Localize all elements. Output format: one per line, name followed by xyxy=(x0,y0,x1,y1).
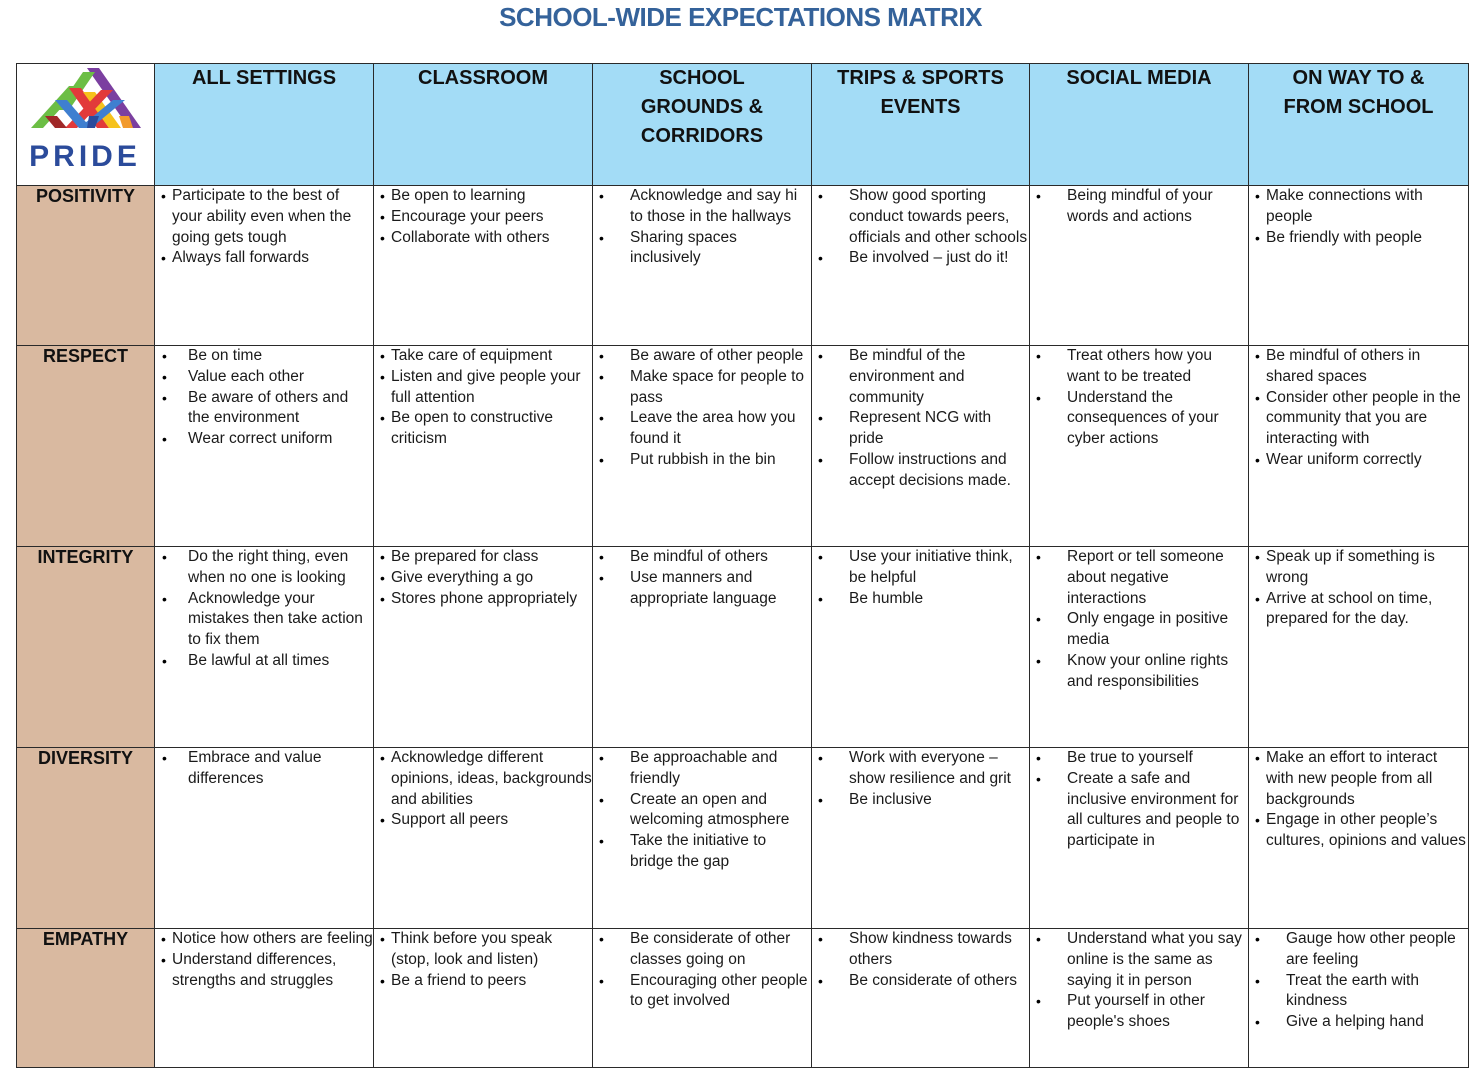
list-item: • Be mindful of the environment and community xyxy=(812,346,1029,408)
list-item: • Create an open and welcoming atmosphere xyxy=(593,790,811,832)
list-item: • Be considerate of others xyxy=(812,971,1029,992)
list-item: • Embrace and value differences xyxy=(155,748,373,790)
cell-positivity-school-grounds xyxy=(593,186,812,346)
list-item: • Notice how others are feeling xyxy=(155,929,373,950)
list-item: • Wear correct uniform xyxy=(155,429,373,450)
expectation-list xyxy=(155,547,373,672)
cell-positivity-classroom xyxy=(374,186,593,346)
cell-positivity-social-media xyxy=(1030,186,1249,346)
cell-empathy-way-to-from-school xyxy=(1249,929,1469,1068)
list-item: • Be aware of others and the environment xyxy=(155,388,373,430)
list-item: • Create a safe and inclusive environment for all cultures and people to participate in xyxy=(1030,769,1248,852)
cell-respect-trips-sports xyxy=(812,346,1030,547)
list-item: • Listen and give people your full attention xyxy=(374,367,592,409)
list-item: • Be friendly with people xyxy=(1249,228,1468,249)
list-item: • Be open to learning xyxy=(374,186,592,207)
expectation-list xyxy=(1249,346,1468,471)
list-item: • Show good sporting conduct towards peers, officials and other schools xyxy=(812,186,1029,248)
expectation-list xyxy=(812,547,1029,609)
list-item: • Be mindful of others in shared spaces xyxy=(1249,346,1468,388)
list-item: • Put rubbish in the bin xyxy=(593,450,811,471)
cell-empathy-all-settings xyxy=(155,929,374,1068)
table-row-respect xyxy=(17,346,1469,547)
list-item: • Be true to yourself xyxy=(1030,748,1248,769)
list-item: • Do the right thing, even when no one is looking xyxy=(155,547,373,589)
cell-integrity-social-media xyxy=(1030,547,1249,748)
pride-woven-roof-icon xyxy=(25,66,145,142)
list-item: • Understand the consequences of your cyber actions xyxy=(1030,388,1248,450)
cell-respect-way-to-from-school xyxy=(1249,346,1469,547)
expectation-list xyxy=(812,748,1029,810)
list-item: • Be mindful of others xyxy=(593,547,811,568)
cell-integrity-trips-sports xyxy=(812,547,1030,748)
list-item: • Only engage in positive media xyxy=(1030,609,1248,651)
list-item: • Value each other xyxy=(155,367,373,388)
expectation-list xyxy=(374,748,592,831)
list-item: • Follow instructions and accept decisions made. xyxy=(812,450,1029,492)
expectation-list xyxy=(593,929,811,1012)
list-item: • Make connections with people xyxy=(1249,186,1468,228)
cell-empathy-school-grounds xyxy=(593,929,812,1068)
list-item: • Know your online rights and responsibilities xyxy=(1030,651,1248,693)
expectation-list xyxy=(1249,748,1468,852)
logo-text: PRIDE xyxy=(29,140,141,173)
expectation-list xyxy=(374,346,592,450)
expectation-list xyxy=(155,748,373,790)
cell-diversity-social-media xyxy=(1030,748,1249,929)
cell-respect-social-media xyxy=(1030,346,1249,547)
list-item: • Arrive at school on time, prepared for the day. xyxy=(1249,589,1468,631)
list-item: • Work with everyone – show resilience and grit xyxy=(812,748,1029,790)
list-item: • Take care of equipment xyxy=(374,346,592,367)
column-header-way-to-from-school: ON WAY TO & FROM SCHOOL xyxy=(1249,64,1469,186)
list-item: • Understand differences, strengths and struggles xyxy=(155,950,373,992)
expectations-matrix xyxy=(16,63,1469,1068)
column-header-all-settings: ALL SETTINGS xyxy=(155,64,374,186)
list-item: • Represent NCG with pride xyxy=(812,408,1029,450)
cell-positivity-all-settings xyxy=(155,186,374,346)
list-item: • Be on time xyxy=(155,346,373,367)
expectation-list xyxy=(1030,748,1248,852)
expectation-list xyxy=(812,929,1029,991)
cell-positivity-trips-sports xyxy=(812,186,1030,346)
list-item: • Be open to constructive criticism xyxy=(374,408,592,450)
table-row-empathy xyxy=(17,929,1469,1068)
list-item: • Acknowledge your mistakes then take action to fix them xyxy=(155,589,373,651)
list-item: • Give a helping hand xyxy=(1249,1012,1468,1033)
cell-integrity-classroom xyxy=(374,547,593,748)
row-header-diversity: DIVERSITY xyxy=(17,748,155,929)
cell-diversity-school-grounds xyxy=(593,748,812,929)
expectation-list xyxy=(1030,186,1248,228)
column-header-social-media: SOCIAL MEDIA xyxy=(1030,64,1249,186)
list-item: • Be humble xyxy=(812,589,1029,610)
pride-logo xyxy=(16,66,154,184)
row-header-respect: RESPECT xyxy=(17,346,155,547)
cell-diversity-way-to-from-school xyxy=(1249,748,1469,929)
cell-positivity-way-to-from-school xyxy=(1249,186,1469,346)
expectation-list xyxy=(1249,929,1468,1033)
list-item: • Collaborate with others xyxy=(374,228,592,249)
list-item: • Be aware of other people xyxy=(593,346,811,367)
expectation-list xyxy=(812,346,1029,492)
list-item: • Encourage your peers xyxy=(374,207,592,228)
list-item: • Show kindness towards others xyxy=(812,929,1029,971)
expectation-list xyxy=(374,929,592,991)
cell-integrity-school-grounds xyxy=(593,547,812,748)
list-item: • Participate to the best of your ability even when the going gets tough xyxy=(155,186,373,248)
list-item: • Be a friend to peers xyxy=(374,971,592,992)
expectation-list xyxy=(374,186,592,248)
expectation-list xyxy=(1030,547,1248,693)
list-item: • Think before you speak (stop, look and listen) xyxy=(374,929,592,971)
cell-diversity-trips-sports xyxy=(812,748,1030,929)
list-item: • Give everything a go xyxy=(374,568,592,589)
list-item: • Gauge how other people are feeling xyxy=(1249,929,1468,971)
list-item: • Report or tell someone about negative interactions xyxy=(1030,547,1248,609)
cell-integrity-way-to-from-school xyxy=(1249,547,1469,748)
list-item: • Stores phone appropriately xyxy=(374,589,592,610)
list-item: • Acknowledge and say hi to those in the hallways xyxy=(593,186,811,228)
expectation-list xyxy=(593,186,811,269)
column-header-trips-sports: TRIPS & SPORTS EVENTS xyxy=(812,64,1030,186)
cell-respect-classroom xyxy=(374,346,593,547)
cell-empathy-social-media xyxy=(1030,929,1249,1068)
table-row-integrity xyxy=(17,547,1469,748)
list-item: • Be involved – just do it! xyxy=(812,248,1029,269)
list-item: • Speak up if something is wrong xyxy=(1249,547,1468,589)
list-item: • Be inclusive xyxy=(812,790,1029,811)
list-item: • Make an effort to interact with new people from all backgrounds xyxy=(1249,748,1468,810)
expectation-list xyxy=(1249,186,1468,248)
expectation-list xyxy=(155,186,373,269)
row-header-integrity: INTEGRITY xyxy=(17,547,155,748)
list-item: • Sharing spaces inclusively xyxy=(593,228,811,270)
cell-diversity-all-settings xyxy=(155,748,374,929)
expectation-list xyxy=(1030,929,1248,1033)
table-row-positivity xyxy=(17,186,1469,346)
list-item: • Make space for people to pass xyxy=(593,367,811,409)
expectation-list xyxy=(593,547,811,609)
list-item: • Engage in other people’s cultures, opinions and values xyxy=(1249,810,1468,852)
expectation-list xyxy=(593,346,811,471)
list-item: • Support all peers xyxy=(374,810,592,831)
list-item: • Consider other people in the community that you are interacting with xyxy=(1249,388,1468,450)
expectation-list xyxy=(155,929,373,991)
list-item: • Always fall forwards xyxy=(155,248,373,269)
list-item: • Encouraging other people to get involved xyxy=(593,971,811,1013)
row-header-positivity: POSITIVITY xyxy=(17,186,155,346)
list-item: • Acknowledge different opinions, ideas, backgrounds and abilities xyxy=(374,748,592,810)
list-item: • Treat others how you want to be treated xyxy=(1030,346,1248,388)
list-item: • Put yourself in other people's shoes xyxy=(1030,991,1248,1033)
column-header-classroom: CLASSROOM xyxy=(374,64,593,186)
list-item: • Be considerate of other classes going on xyxy=(593,929,811,971)
list-item: • Be prepared for class xyxy=(374,547,592,568)
expectation-list xyxy=(374,547,592,609)
cell-empathy-classroom xyxy=(374,929,593,1068)
table-row-diversity xyxy=(17,748,1469,929)
cell-respect-all-settings xyxy=(155,346,374,547)
expectation-list xyxy=(1249,547,1468,630)
list-item: • Use manners and appropriate language xyxy=(593,568,811,610)
list-item: • Treat the earth with kindness xyxy=(1249,971,1468,1013)
row-header-empathy: EMPATHY xyxy=(17,929,155,1068)
page-title: SCHOOL-WIDE EXPECTATIONS MATRIX xyxy=(499,2,982,32)
list-item: • Leave the area how you found it xyxy=(593,408,811,450)
list-item: • Be approachable and friendly xyxy=(593,748,811,790)
expectation-list xyxy=(593,748,811,873)
list-item: • Use your initiative think, be helpful xyxy=(812,547,1029,589)
list-item: • Be lawful at all times xyxy=(155,651,373,672)
header-row xyxy=(17,64,1469,186)
cell-respect-school-grounds xyxy=(593,346,812,547)
list-item: • Wear uniform correctly xyxy=(1249,450,1468,471)
cell-diversity-classroom xyxy=(374,748,593,929)
cell-empathy-trips-sports xyxy=(812,929,1030,1068)
expectation-list xyxy=(155,346,373,450)
expectation-list xyxy=(812,186,1029,269)
list-item: • Take the initiative to bridge the gap xyxy=(593,831,811,873)
cell-integrity-all-settings xyxy=(155,547,374,748)
list-item: • Understand what you say online is the same as saying it in person xyxy=(1030,929,1248,991)
column-header-school-grounds: SCHOOL GROUNDS & CORRIDORS xyxy=(593,64,812,186)
list-item: • Being mindful of your words and actions xyxy=(1030,186,1248,228)
expectation-list xyxy=(1030,346,1248,450)
